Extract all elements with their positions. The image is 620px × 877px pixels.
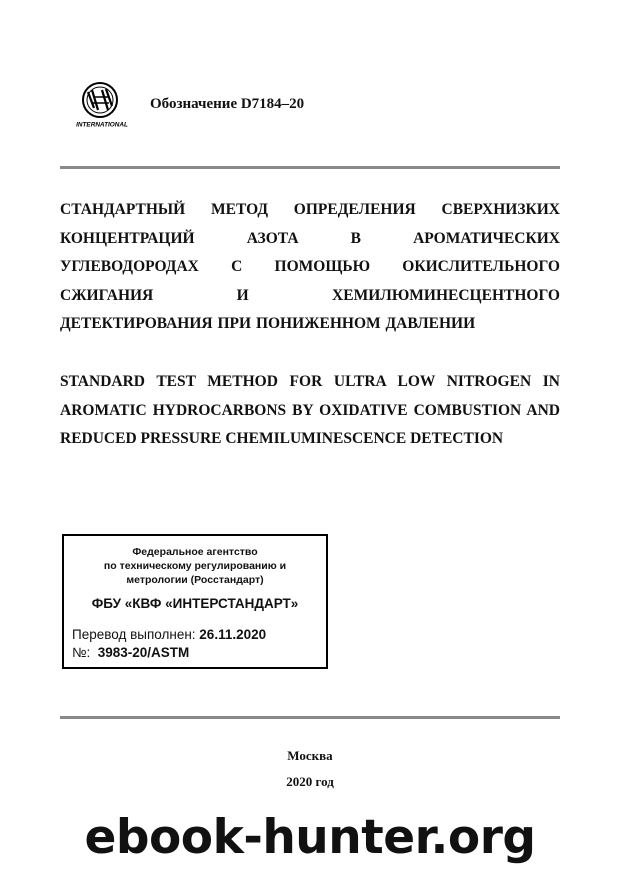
top-divider	[60, 166, 560, 169]
translated-label: Перевод выполнен:	[72, 627, 196, 642]
astm-logo	[74, 78, 130, 134]
watermark: ebook-hunter.org	[84, 810, 536, 865]
designation: Обозначение D7184–20	[150, 96, 305, 112]
title-en-line: AND REDUCED PRESSURE CHEMILUMINESCENCE	[60, 401, 560, 448]
title-ru-line: КОНЦЕНТРАЦИЙ АЗОТА В АРОМАТИЧЕСКИХ	[60, 229, 560, 247]
document-header	[74, 78, 554, 134]
city: Москва	[287, 748, 333, 763]
title-english	[60, 368, 560, 454]
org-name: ФБУ «КВФ «ИНТЕРСТАНДАРТ»	[91, 596, 299, 611]
title-ru-line: УГЛЕВОДОРОДАХ С ПОМОЩЬЮ ОКИСЛИТЕЛЬНОГО	[60, 258, 560, 276]
title-ru-line: ДЕТЕКТИРОВАНИЯ ПРИ ПОНИЖЕННОМ ДАВЛЕНИИ	[60, 315, 476, 333]
title-russian	[60, 196, 560, 339]
number-label: №:	[72, 645, 91, 660]
title-ru-line: СТАНДАРТНЫЙ МЕТОД ОПРЕДЕЛЕНИЯ СВЕРХНИЗКИХ	[60, 201, 560, 218]
year: 2020 год	[286, 774, 334, 789]
logo-subtext: INTERNATIONAL	[76, 121, 128, 129]
bottom-divider	[60, 716, 560, 719]
title-en-line: DETECTION	[410, 430, 504, 448]
title-ru-line: СЖИГАНИЯ И ХЕМИЛЮМИНЕСЦЕНТНОГО	[60, 286, 560, 304]
translation-stamp	[62, 534, 328, 669]
translated-date: 26.11.2020	[199, 627, 267, 642]
translation-info	[72, 626, 266, 662]
title-en-line: STANDARD TEST METHOD FOR ULTRA LOW NITROGEN IN	[60, 373, 560, 390]
number-value: 3983-20/ASTM	[97, 645, 190, 660]
agency-name: Федеральное агентство по техническому регулированию и метрологии (Росстандарт)	[103, 546, 287, 586]
title-en-line: AROMATIC HYDROCARBONS BY OXIDATIVE COMBUSTION	[60, 401, 522, 419]
